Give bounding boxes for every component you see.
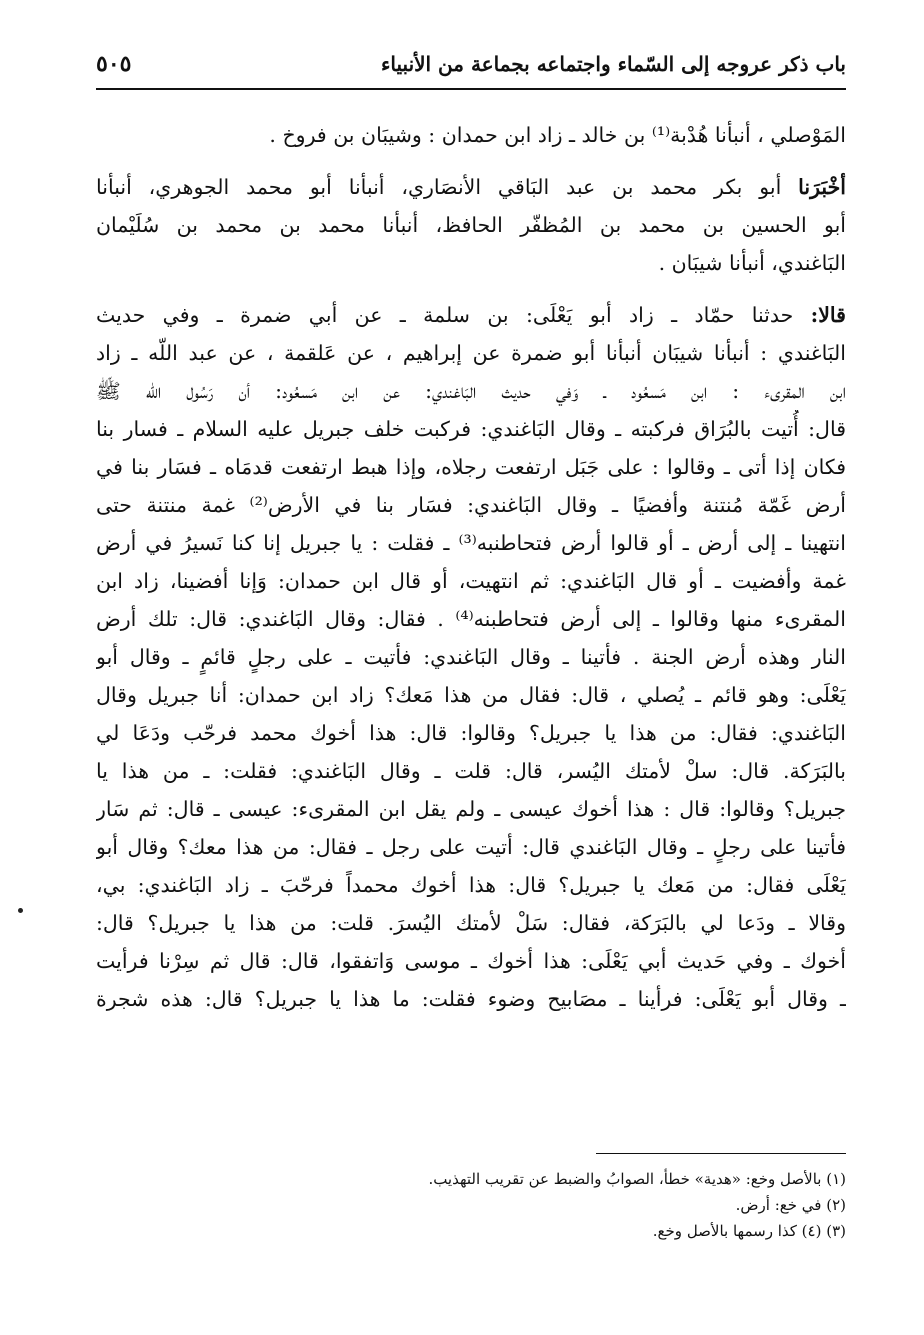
text-line xyxy=(96,206,846,244)
text-line xyxy=(96,296,846,334)
text-line xyxy=(96,980,846,1018)
paragraph xyxy=(96,116,846,154)
line-text: البَاغندي : أنبأنا شيبَان أنبأنا أبو ضمرة عن إبراهيم ، عن عَلقمة ، عن عبد اللّه ـ زاد xyxy=(96,341,846,365)
text-line xyxy=(96,524,846,562)
text-line xyxy=(96,942,846,980)
line-text: حدثنا حمّاد ـ زاد أبو يَعْلَى: بن سلمة ـ عن أبي ضمرة ـ وفي حديث xyxy=(96,303,794,327)
text-line xyxy=(96,410,846,448)
line-text: يَعْلَى: وهو قائم ـ يُصلي ، قال: فقال من هذا مَعك؟ زاد ابن حمدان: أنا جبريل وقال xyxy=(96,683,846,707)
line-text: وقالا ـ ودَعا لي بالبَرَكة، فقال: سَلْ لأمتك اليُسرَ. قلت: من هذا يا جبريل؟ قال: xyxy=(96,911,846,935)
text-line xyxy=(96,828,846,866)
line-text: النار وهذه أرض الجنة . فأتينا ـ وقال البَاغندي: فأتيت ـ على رجلٍ قائمٍ ـ وقال أبو xyxy=(96,645,846,669)
line-text: أبو الحسين بن محمد بن المُظفّر الحافظ، أنبأنا محمد بن محمد بن سُلَيْمان xyxy=(96,213,846,237)
main-text xyxy=(96,116,846,1018)
footnote: (٢) في خع: أرض. xyxy=(735,1196,846,1214)
line-text: المَوْصلي ، أنبأنا هُدْبة⁽¹⁾ بن خالد ـ زاد ابن حمدان : وشيبَان بن فروخ . xyxy=(269,123,846,147)
text-line xyxy=(96,116,846,154)
text-line xyxy=(96,790,846,828)
line-text: ـ وقال أبو يَعْلَى: فرأينا ـ مصَابيح وضوء فقلت: ما هذا يا جبريل؟ قال: هذه شجرة xyxy=(96,987,846,1011)
line-text: أخوك ـ وفي حَديث أبي يَعْلَى: هذا أخوك ـ موسى وَاتفقوا، قال: قال ثم سِرْنا فرأيت xyxy=(96,949,846,973)
paragraph-gap xyxy=(96,282,846,296)
paragraph xyxy=(96,168,846,282)
text-line xyxy=(96,904,846,942)
footnote: (٣) (٤) كذا رسمها بالأصل وخع. xyxy=(652,1222,846,1240)
text-line xyxy=(96,638,846,676)
line-text: البَاغندي، أنبأنا شيبَان . xyxy=(658,251,846,275)
text-line xyxy=(96,562,846,600)
line-text: أبو بكر محمد بن عبد البَاقي الأنصَاري، أنبأنا أبو محمد الجوهري، أنبأنا xyxy=(96,175,782,199)
text-line xyxy=(96,752,846,790)
text-line xyxy=(96,334,846,372)
line-text: قال: أُتيت بالبُرَاق فركبته ـ وقال البَاغندي: فركبت خلف جبريل عليه السلام ـ فسار بنا xyxy=(96,417,846,441)
footnotes xyxy=(96,1166,846,1244)
text-line xyxy=(96,714,846,752)
paragraph xyxy=(96,296,846,1018)
line-text: جبريل؟ وقالوا: قال : هذا أخوك عيسى ـ ولم يقل ابن المقرىء: عيسى ـ قال: ثم سَار xyxy=(96,797,846,821)
footnote-separator xyxy=(596,1153,846,1154)
line-text: ابن المقرىء : ابن مَسعُود ـ وَفي حديث البَاغندي: عن ابن مَسعُود: أن رَسُول اللّه ﷺ xyxy=(96,379,846,403)
text-line xyxy=(96,486,846,524)
line-text: يَعْلَى فقال: من مَعك يا جبريل؟ قال: هذا أخوك محمداً فرحّبَ ـ زاد البَاغندي: بي، xyxy=(96,873,846,897)
paragraph-lead-word: أخْبَرَنا xyxy=(798,175,846,199)
paragraph-gap xyxy=(96,154,846,168)
text-line xyxy=(96,168,846,206)
text-line xyxy=(96,676,846,714)
page-number: ٥٠٥ xyxy=(96,51,132,77)
text-line xyxy=(96,372,846,410)
running-header xyxy=(96,40,846,88)
text-line xyxy=(96,448,846,486)
line-text: أرض غَمّة مُنتنة وأفضيًا ـ وقال البَاغندي: فسَار بنا في الأرض⁽²⁾ غمة منتنة حتى xyxy=(96,493,846,517)
line-text: البَاغندي: فقال: من هذا يا جبريل؟ وقالوا: قال: هذا أخوك محمد فرحّب ودَعَا لي xyxy=(96,721,846,745)
text-line xyxy=(96,244,846,282)
text-line xyxy=(96,600,846,638)
chapter-title: باب ذكر عروجه إلى السّماء واجتماعه بجماعة من الأنبياء xyxy=(381,52,846,76)
footnote: (١) بالأصل وخع: «هدية» خطأ، الصوابُ والضبط عن تقريب التهذيب. xyxy=(428,1170,846,1188)
line-text: انتهينا ـ إلى أرض ـ أو قالوا أرض فتحاطنبه⁽³⁾ ـ فقلت : يا جبريل إنا كنا نَسيرُ في أرض xyxy=(96,531,846,555)
line-text: بالبَرَكة. قال: سلْ لأمتك اليُسر، قال: قلت ـ وقال البَاغندي: فقلت: ـ من هذا يا xyxy=(96,759,846,783)
line-text: غمة وأفضيت ـ أو قال البَاغندي: ثم انتهيت، أو قال ابن حمدان: وَإنا أفضينا، زاد ابن xyxy=(96,569,846,593)
line-text: فكان إذا أتى ـ وقالوا : على جَبَل ارتفعت رجلاه، وإذا هبط ارتفعت قدمَاه ـ فسَار بنا في xyxy=(96,455,846,479)
text-line xyxy=(96,866,846,904)
margin-dot xyxy=(18,908,23,913)
line-text: فأتينا على رجلٍ ـ وقال البَاغندي قال: أتيت على رجل ـ فقال: من هذا معك؟ وقال أبو xyxy=(96,835,846,859)
header-rule xyxy=(96,88,846,90)
line-text: المقرىء منها وقالوا ـ إلى أرض فتحاطبنه⁽⁴⁾ . فقال: وقال البَاغندي: قال: تلك أرض xyxy=(96,607,846,631)
paragraph-lead-word: قالا: xyxy=(810,303,846,327)
